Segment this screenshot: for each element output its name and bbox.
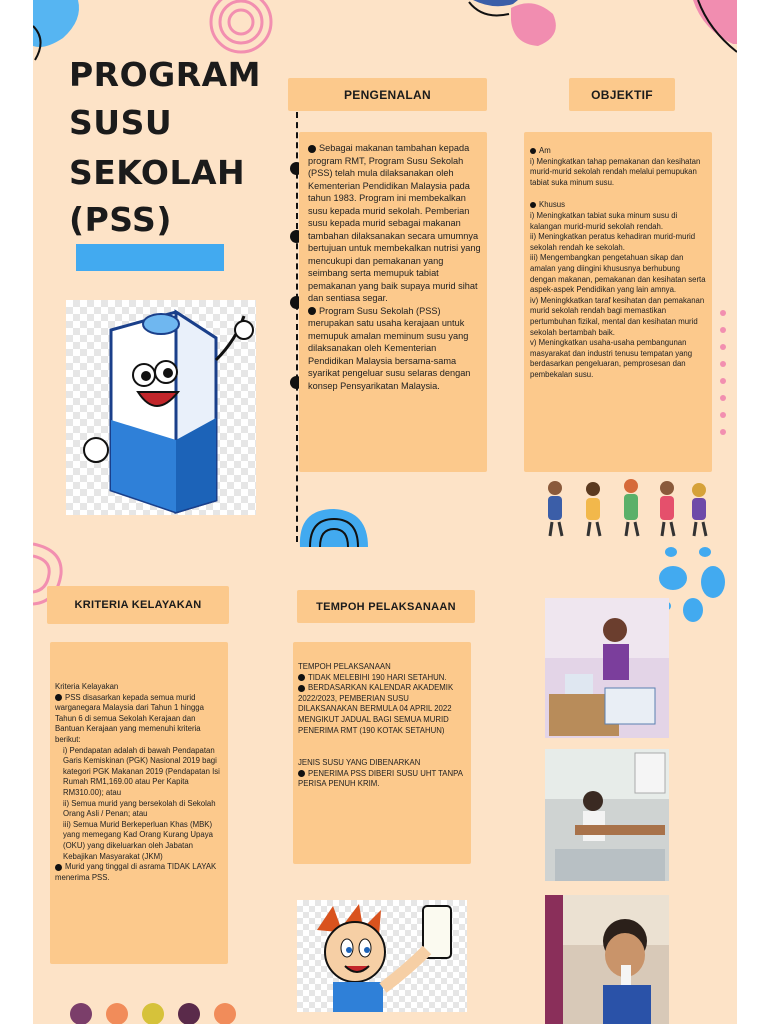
pengenalan-paragraph-2: Program Susu Sekolah (PSS) merupakan satu usaha kerajaan untuk memupuk amalan meminum susu yang dilaksanakan oleh Kementerian Pendidikan Malaysia bersama-sama syarikat pengeluar susu selaras dengan konsep Pensyarikatan Malaysia. [308,305,471,391]
bullet-icon [298,770,305,777]
photo-content [545,598,669,738]
photo-boy-drinking-milk [545,895,669,1024]
boy-with-milk-illustration [297,900,467,1012]
objektif-am-label: Am [530,146,706,157]
pengenalan-content [299,132,487,472]
vertical-divider [296,112,298,542]
objektif-khusus-item: iv) Meningkkatkan taraf kesihatan dan pemakanan murid sekolah rendah bagi memastikan pertumbuhan fizikal, mental dan kesihatan murid sekolah bertambah baik. [530,295,705,337]
children-reading-illustration [538,476,718,540]
bullet-icon [55,864,62,871]
milk-carton-illustration [66,300,256,515]
objektif-content [524,132,712,472]
objektif-khusus-item: v) Meningkatkan usaha-usaha pembangunan masyarakat dan industri tenusu tempatan yang berdasarkan pengeluaran, pemprosesan dan pembekalan susu. [530,338,693,379]
objektif-khusus-item: i) Meningkatkan tabiat suka minum susu di kalangan murid-murid sekolah rendah. [530,210,678,231]
objektif-heading: OBJEKTIF [569,78,675,111]
tempoh-label-2: JENIS SUSU YANG DIBENARKAN [298,758,421,768]
title-line-1: PROGRAM [69,55,262,94]
bullet-icon [55,694,62,701]
objektif-khusus-label: Khusus [530,200,706,211]
bullet-icon [308,307,316,315]
title-line-2: SUSU [69,103,173,142]
bullet-icon [298,674,305,681]
photo-content [545,895,669,1024]
title-line-4: (PSS) [69,200,172,239]
photo-student-at-desk [545,749,669,881]
kriteria-heading: KRITERIA KELAYAKAN [47,586,229,624]
title-line-3: SEKOLAH [69,153,246,192]
bottom-dots-decoration [67,1000,247,1024]
milk-carton-mascot-icon [66,300,256,515]
tempoh-content [293,642,471,864]
tempoh-bullet-3: PENERIMA PSS DIBERI SUSU UHT TANPA PERISA PENUH KRIM. [298,768,463,789]
title-underline-bar [76,244,224,271]
tempoh-label: TEMPOH PELAKSANAAN [298,662,391,671]
kriteria-intro: PSS disasarkan kepada semua murid warganegara Malaysia dari Tahun 1 hingga Tahun 6 di semua Sekolah Kerajaan dan Bantuan Kerajaan yang memenuhi kriteria berikut: [55,692,204,744]
tempoh-bullet-1: TIDAK MELEBIHI 190 HARI SETAHUN. [298,673,466,684]
kriteria-label: Kriteria Kelayakan [55,682,119,691]
photo-teacher-with-milk-boxes [545,598,669,738]
photo-content [545,749,669,881]
pengenalan-heading: PENGENALAN [288,78,487,111]
kriteria-item: iii) Semua Murid Berkeperluan Khas (MBK) yang memegang Kad Orang Kurang Upaya (OKU) yang dikeluarkan oleh Jabatan Kebajikan Masyarakat (JKM) [63,819,213,861]
objektif-am-item: i) Meningkatkan tahap pemakanan dan kesihatan murid-murid sekolah rendah melalui pemupukan tabiat suka minum susu. [530,156,701,187]
brochure-page [33,0,737,1024]
bullet-icon [308,145,316,153]
bullet-icon [298,685,305,692]
blue-swirl-decoration [296,505,372,547]
objektif-khusus-item: ii) Meningkatkan peratus kehadiran murid-murid sekolah rendah ke sekolah. [530,232,696,252]
tempoh-bullet-2: BERDASARKAN KALENDAR AKADEMIK 2022/2023, PEMBERIAN SUSU DILAKSANAKAN BERMULA 04 APRIL 2022 MENGIKUT JADUAL BAGI SEMUA MURID PENERIMA RMT (190 KOTAK SETAHUN) [298,683,454,735]
kriteria-footer: Murid yang tinggal di asrama TIDAK LAYAK menerima PSS. [55,862,217,882]
bullet-icon [530,148,536,154]
bullet-icon [530,202,536,208]
tempoh-heading: TEMPOH PELAKSANAAN [297,590,475,623]
kriteria-content [50,642,228,964]
pink-dots-decoration [719,308,727,448]
objektif-khusus-item: iii) Mengembangkan pengetahuan sikap dan amalan yang diingini khususnya berhubung dengan makanan, pemakanan dan kesihatan serta aspek-aspek Pendidikan yang lain amnya. [530,253,706,295]
kriteria-item: ii) Semua murid yang bersekolah di Sekolah Orang Asli / Penan; atau [63,798,216,819]
boy-drinking-milk-icon [297,900,467,1012]
kriteria-item: i) Pendapatan adalah di bawah Pendapatan Garis Kemiskinan (PGK) Nasional 2019 bagi kategori PGK Makanan 2019 (Pendapatan Isi Rumah RM1,169.00 atau Per Kapita RM310.00); atau [63,745,220,797]
pengenalan-paragraph-1: Sebagai makanan tambahan kepada program RMT, Program Susu Sekolah (PSS) telah mula dilaksanakan oleh Kementerian Pendidikan Malaysia pada tahun 1983. Program ini membekalkan susu kepada murid sekolah. Pemberian susu kepada murid sebagai makanan tambahan dilaksanakan secara umumnya bertujuan untuk membekalkan nutrisi yang mencukupi dan pemakanan yang seimbang serta memupuk tabiat pemakanan yang baik supaya murid sihat dan sentiasa segar. [308,143,481,303]
